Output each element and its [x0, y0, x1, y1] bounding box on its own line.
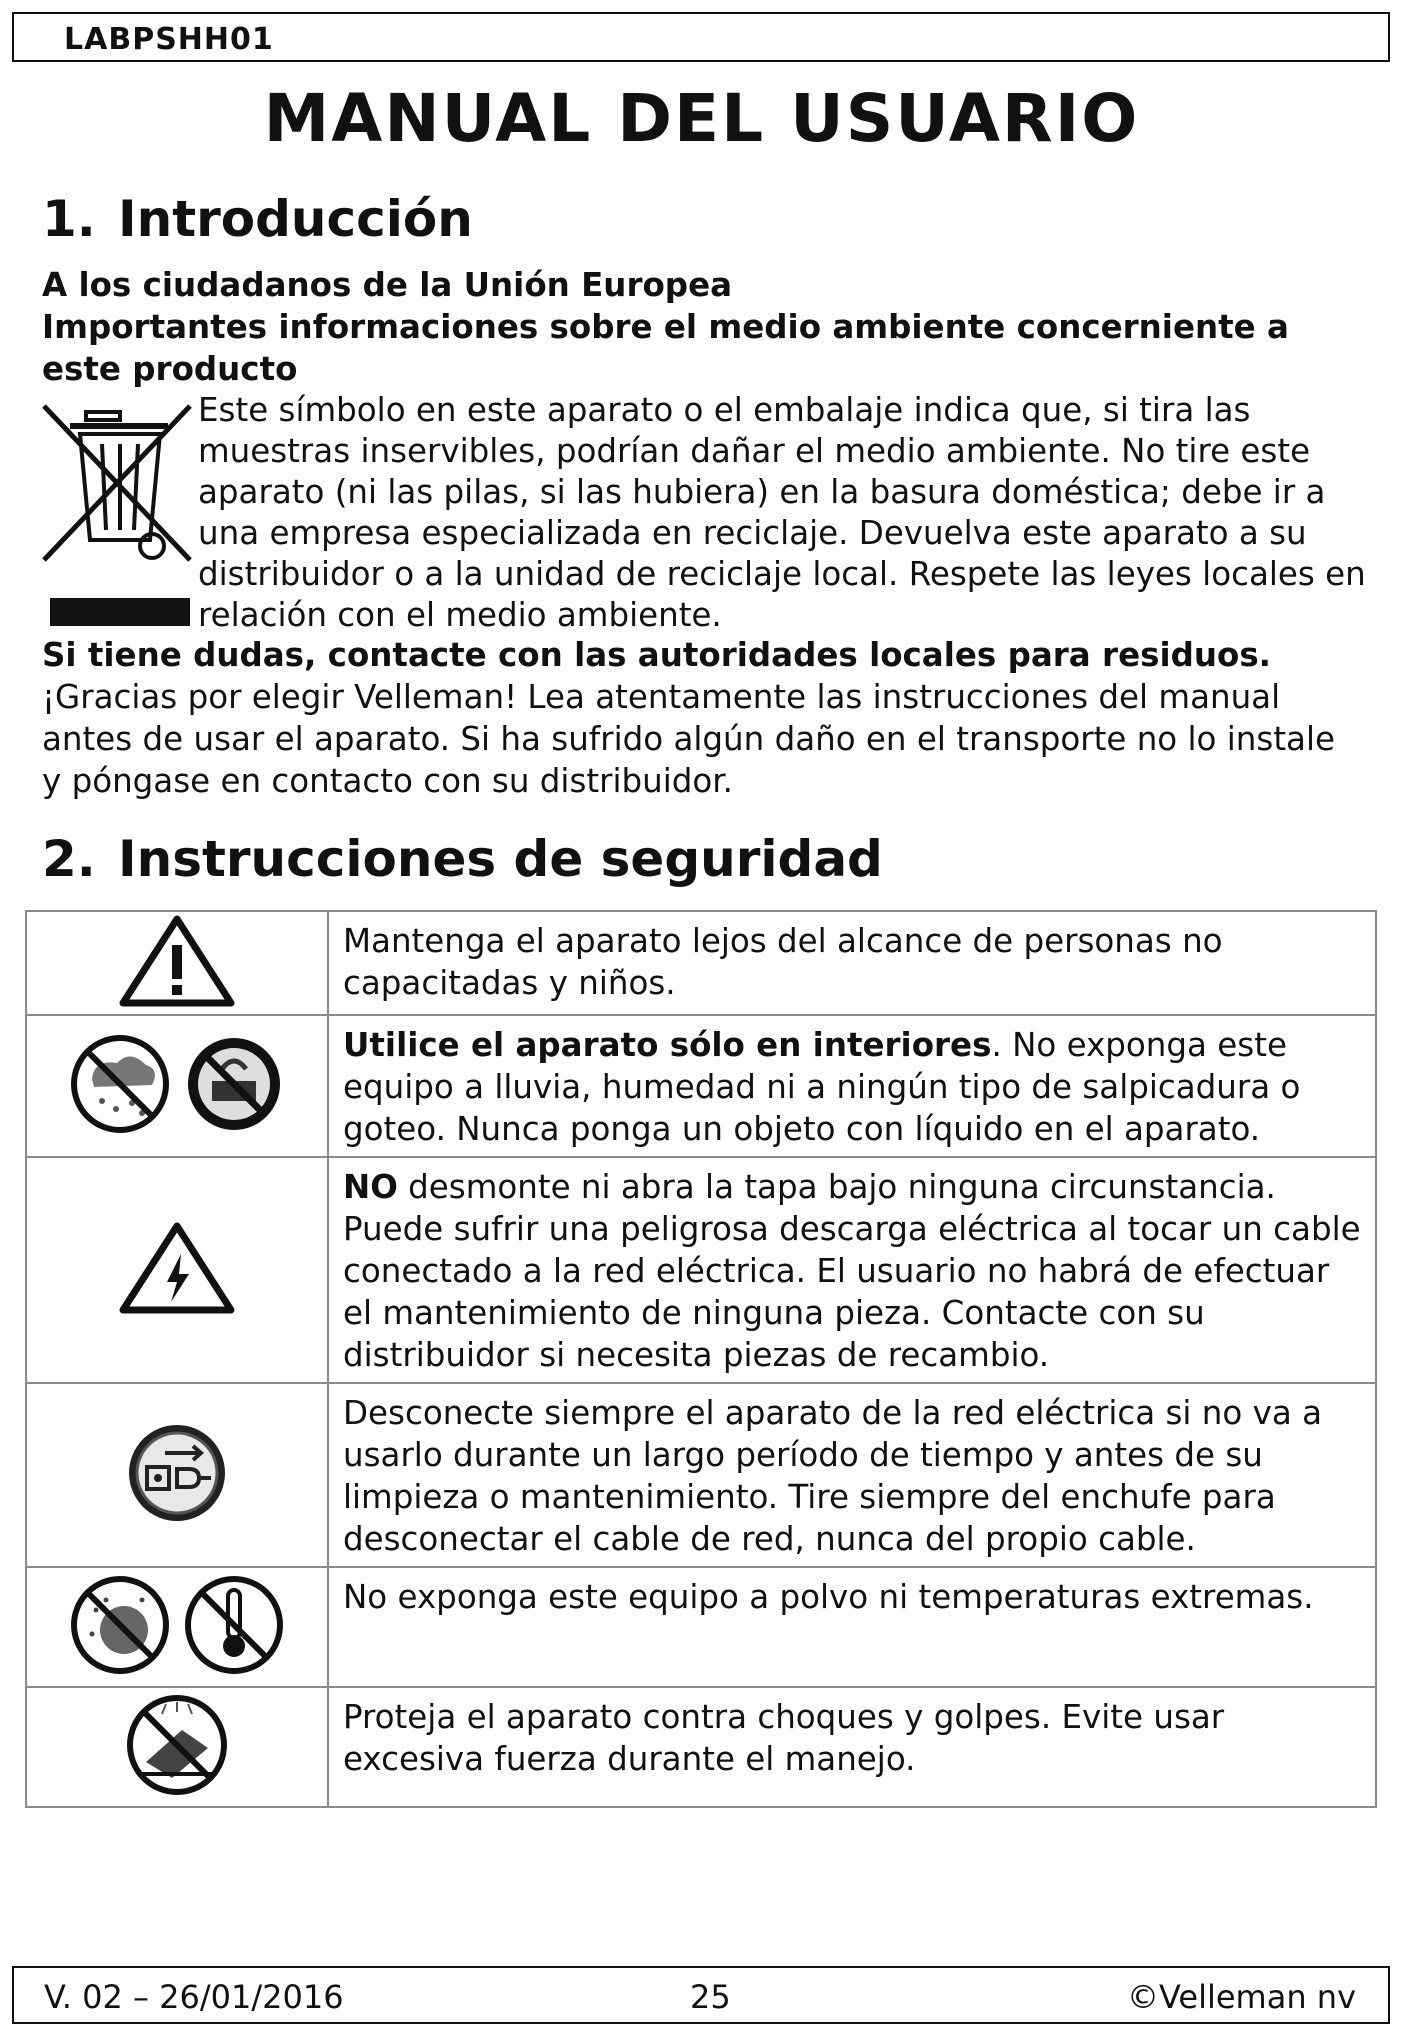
no-dust-no-extreme-temperature-icons — [62, 1570, 292, 1680]
no-shock-impact-icon — [122, 1690, 232, 1800]
table-row — [26, 1015, 1376, 1157]
no-extreme-temperature-icon — [188, 1579, 280, 1671]
safety-text: desmonte ni abra la tapa bajo ninguna circunstancia. Puede sufrir una peligrosa descarga eléctrica al tocar un cable conectado a la red eléctrica. El usuario no habrá de efectuar el mantenimiento de ninguna pieza. Contacte con su distribuidor si necesita piezas de recambio. — [343, 1168, 1361, 1374]
safety-text-emphasis: NO — [343, 1168, 398, 1206]
safety-text: Mantenga el aparato lejos del alcance de personas no capacitadas y niños. — [343, 922, 1223, 1002]
section-title: Introducción — [118, 190, 473, 248]
no-rain-icon — [74, 1038, 166, 1130]
page-number: 25 — [690, 1978, 731, 2016]
doubts-note: Si tiene dudas, contacte con las autoridades locales para residuos. — [42, 636, 1272, 674]
section-title: Instrucciones de seguridad — [118, 830, 883, 888]
table-row — [26, 1383, 1376, 1567]
weee-crossed-bin-icon — [40, 400, 195, 628]
safety-text: No exponga este equipo a polvo ni temperaturas extremas. — [343, 1578, 1314, 1616]
copyright-label: ©Velleman nv — [1126, 1978, 1356, 2016]
model-code: LABPSHH01 — [64, 22, 274, 57]
safety-table — [25, 910, 1377, 1808]
table-row — [26, 911, 1376, 1015]
section-heading-safety — [42, 830, 883, 888]
thanks-paragraph: ¡Gracias por elegir Velleman! Lea atentamente las instrucciones del manual antes de usar el aparato. Si ha sufrido algún daño en el transporte no lo instale y póngase en contacto con su distribuidor. — [42, 678, 1336, 800]
table-row — [26, 1567, 1376, 1687]
safety-text-emphasis: Utilice el aparato sólo en interiores — [343, 1026, 992, 1064]
safety-text: . No exponga este equipo a lluvia, humedad ni a ningún tipo de salpicadura o goteo. Nunca ponga un objeto con líquido en el aparato. — [343, 1026, 1301, 1148]
footer-bar — [12, 1966, 1390, 2024]
environment-heading: Importantes informaciones sobre el medio ambiente concerniente a este producto — [42, 308, 1289, 388]
table-row — [26, 1687, 1376, 1807]
no-dust-icon — [74, 1579, 166, 1671]
section-number: 1. — [42, 190, 96, 248]
section-number: 2. — [42, 830, 96, 888]
table-row — [26, 1157, 1376, 1383]
no-rain-no-splash-icons — [62, 1029, 292, 1139]
weee-notice: Este símbolo en este aparato o el embalaje indica que, si tira las muestras inservibles, podrían dañar el medio ambiente. No tire este aparato (ni las pilas, si las hubiera) en la basura doméstica; debe ir a una empresa especializada en reciclaje. Devuelva este aparato a su distribuidor o a la unidad de reciclaje local. Respete las leyes locales en relación con el medio ambiente. — [198, 391, 1366, 634]
header-bar — [12, 12, 1390, 62]
safety-text: Desconecte siempre el aparato de la red eléctrica si no va a usarlo durante un largo período de tiempo y antes de su limpieza o mantenimiento. Tire siempre del enchufe para desconectar el cable de red, nunca del propio cable. — [343, 1394, 1322, 1558]
version-label: V. 02 – 26/01/2016 — [44, 1978, 344, 2016]
section-heading-introduction — [42, 190, 473, 248]
electric-shock-warning-icon — [117, 1220, 237, 1316]
safety-text: Proteja el aparato contra choques y golpes. Evite usar excesiva fuerza durante el manejo. — [343, 1698, 1225, 1778]
no-splash-icon — [188, 1038, 280, 1130]
eu-heading: A los ciudadanos de la Unión Europea — [42, 266, 733, 304]
page-title: MANUAL DEL USUARIO — [263, 80, 1140, 157]
warning-triangle-icon — [117, 913, 237, 1009]
unplug-icon — [125, 1421, 229, 1525]
